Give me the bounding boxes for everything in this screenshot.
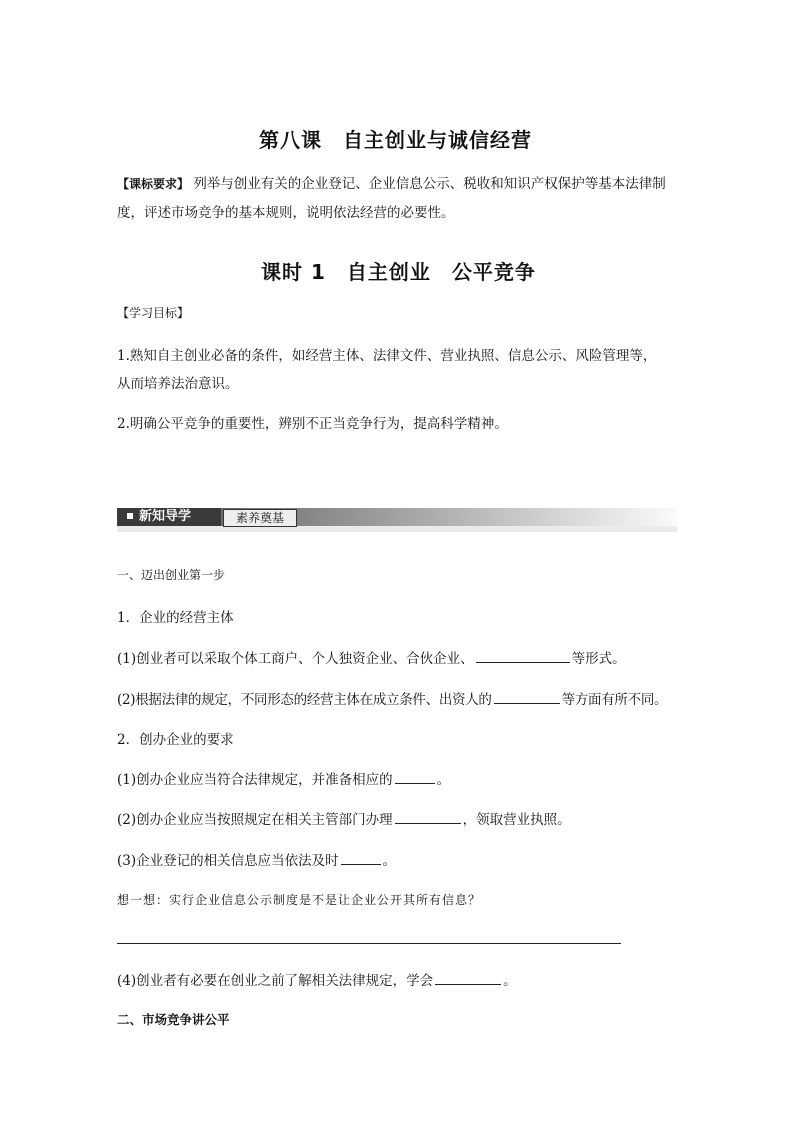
fill-blank[interactable] bbox=[494, 691, 560, 704]
section1-sub1: 1．企业的经营主体 bbox=[117, 610, 234, 626]
fill-blank[interactable] bbox=[476, 650, 570, 663]
section2-heading: 二、市场竞争讲公平 bbox=[117, 1012, 230, 1027]
section1-sub2: 2．创办企业的要求 bbox=[117, 732, 234, 748]
paragraph-5: (3)企业登记的相关信息应当依法及时 。 bbox=[117, 853, 397, 869]
section1-heading: 一、迈出创业第一步 bbox=[117, 568, 226, 582]
fill-blank[interactable] bbox=[395, 771, 435, 784]
fill-blank[interactable] bbox=[341, 852, 381, 865]
curriculum-tag: 【课标要求】 bbox=[117, 177, 190, 191]
curriculum-line1 bbox=[117, 172, 666, 192]
fill-blank[interactable] bbox=[435, 972, 501, 985]
answer-line[interactable] bbox=[117, 943, 621, 944]
fill-blank[interactable] bbox=[395, 811, 461, 824]
objective-1-line2: 从而培养法治意识。 bbox=[117, 376, 239, 392]
think-prompt: 想一想：实行企业信息公示制度是不是让企业公开其所有信息？ bbox=[117, 893, 482, 907]
paragraph-1: (1)创业者可以采取个体工商户、个人独资企业、合伙企业、 等形式。 bbox=[117, 651, 626, 667]
objectives-heading: 【学习目标】 bbox=[117, 306, 190, 320]
square-bullet-icon bbox=[127, 513, 133, 519]
period-title: 课时 1 自主创业 公平竞争 bbox=[261, 260, 536, 284]
lesson-title: 第八课 自主创业与诚信经营 bbox=[259, 128, 532, 152]
banner-main: 新知导学 bbox=[117, 508, 221, 526]
section-banner bbox=[117, 508, 677, 532]
curriculum-line2: 度，评述市场竞争的基本规则，说明依法经营的必要性。 bbox=[117, 205, 455, 221]
paragraph-4: (2)创办企业应当按照规定在相关主管部门办理 ，领取营业执照。 bbox=[117, 812, 571, 828]
banner-tab: 素养奠基 bbox=[223, 509, 297, 527]
paragraph-6: (4)创业者有必要在创业之前了解相关法律规定，学会 。 bbox=[117, 973, 517, 989]
objective-2: 2.明确公平竞争的重要性，辨别不正当竞争行为，提高科学精神。 bbox=[117, 416, 508, 432]
curriculum-text-1: 列举与创业有关的企业登记、企业信息公示、税收和知识产权保护等基本法律制 bbox=[193, 176, 666, 192]
objective-1-line1: 1.熟知自主创业必备的条件，如经营主体、法律文件、营业执照、信息公示、风险管理等， bbox=[117, 348, 657, 364]
paragraph-2: (2)根据法律的规定，不同形态的经营主体在成立条件、出资人的 等方面有所不同。 bbox=[117, 692, 668, 708]
paragraph-3: (1)创办企业应当符合法律规定，并准备相应的 。 bbox=[117, 772, 451, 788]
